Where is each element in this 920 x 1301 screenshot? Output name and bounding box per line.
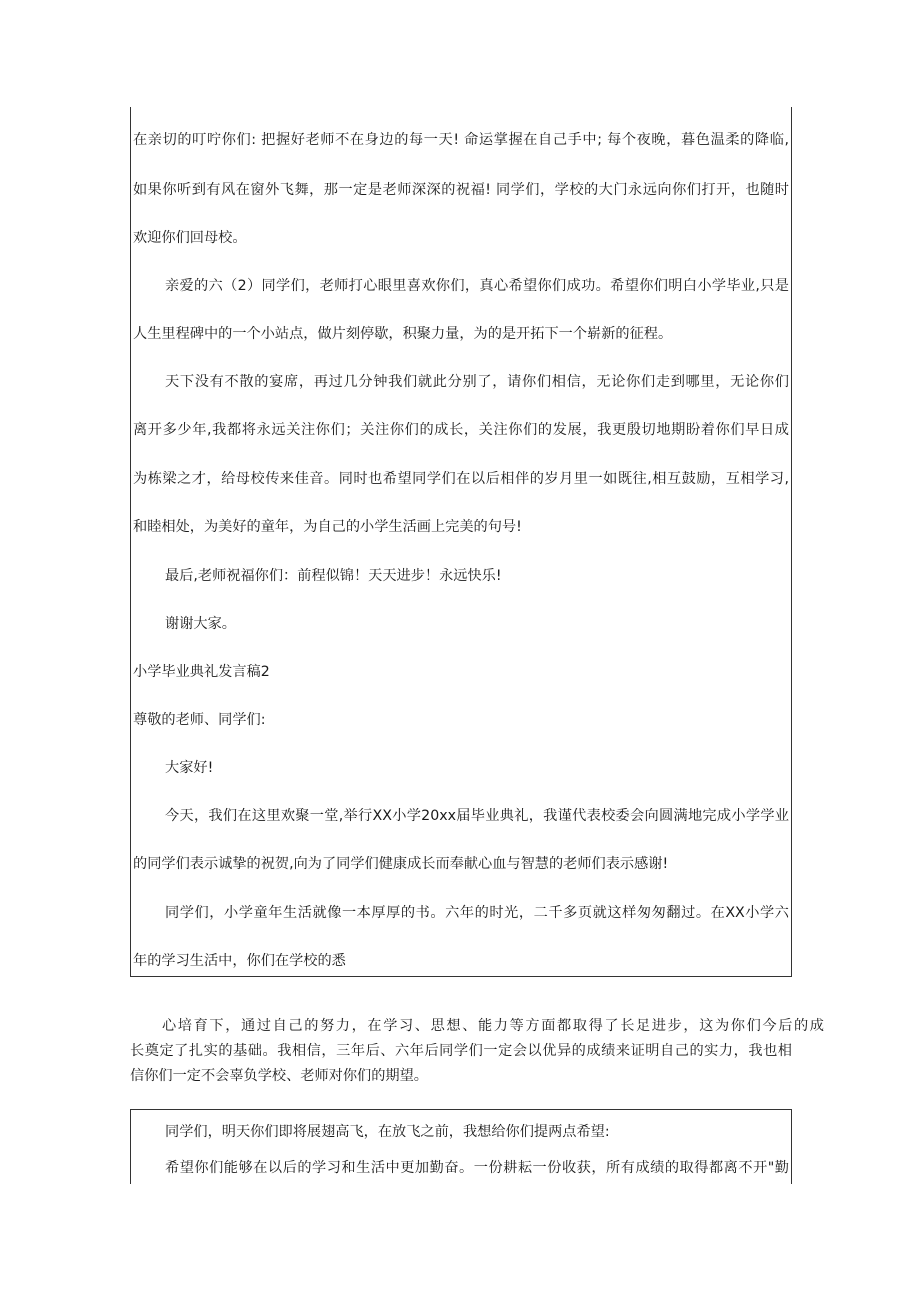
paragraph-line: 信你们一定不会辜负学校、老师对你们的期望。 [130,1068,428,1084]
text-box-1 [130,107,792,977]
paragraph-line: 在亲切的叮咛你们: 把握好老师不在身边的每一天! 命运掌握在自己手中; 每个夜晚，暮色温柔的降临, [133,132,789,148]
paragraph-line: 离开多少年,我都将永远关注你们；关注你们的成长，关注你们的发展，我更殷切地期盼着你们早日成 [133,422,789,438]
paragraph-line: 长奠定了扎实的基础。我相信，三年后、六年后同学们一定会以优异的成绩来证明自己的实力，我也相 [130,1043,792,1059]
greeting: 大家好! [165,760,214,776]
paragraph-line: 今天，我们在这里欢聚一堂,举行XX小学20xx届毕业典礼，我谨代表校委会向圆满地完成小学学业 [165,808,789,824]
paragraph-line: 希望你们能够在以后的学习和生活中更加勤奋。一份耕耘一份收获，所有成绩的取得都离不开"勤 [165,1160,789,1176]
paragraph-line: 最后,老师祝福你们：前程似锦！天天进步！永远快乐! [165,568,502,584]
paragraph-line: 谢谢大家。 [165,616,236,632]
salutation: 尊敬的老师、同学们: [133,712,266,728]
paragraph-line: 心培育下，通过自己的努力，在学习、思想、能力等方面都取得了长足进步，这为你们今后的成 [162,1018,824,1034]
section-heading: 小学毕业典礼发言稿2 [133,664,270,680]
paragraph-line: 的同学们表示诚挚的祝贺,向为了同学们健康成长而奉献心血与智慧的老师们表示感谢! [133,856,669,872]
paragraph-line: 欢迎你们回母校。 [133,230,247,246]
text-box-2 [130,1109,792,1184]
paragraph-line: 和睦相处，为美好的童年，为自己的小学生活画上完美的句号! [133,519,522,535]
paragraph-line: 天下没有不散的宴席，再过几分钟我们就此分别了，请你们相信，无论你们走到哪里，无论你们 [165,374,789,390]
paragraph-line: 同学们，小学童年生活就像一本厚厚的书。六年的时光，二千多页就这样匆匆翻过。在XX小学六 [165,905,789,921]
paragraph-line: 年的学习生活中，你们在学校的悉 [133,953,346,969]
paragraph-line: 如果你听到有风在窗外飞舞，那一定是老师深深的祝福! 同学们，学校的大门永远向你们打开，也随时 [133,182,789,198]
paragraph-line: 同学们，明天你们即将展翅高飞，在放飞之前，我想给你们提两点希望: [165,1124,610,1140]
paragraph-line: 人生里程碑中的一个小站点，做片刻停歇，积聚力量，为的是开拓下一个崭新的征程。 [133,326,673,342]
paragraph-line: 亲爱的六（2）同学们，老师打心眼里喜欢你们，真心希望你们成功。希望你们明白小学毕业,只是 [165,278,789,294]
paragraph-line: 为栋梁之才，给母校传来佳音。同时也希望同学们在以后相伴的岁月里一如既往,相互鼓励，互相学习, [133,471,789,487]
